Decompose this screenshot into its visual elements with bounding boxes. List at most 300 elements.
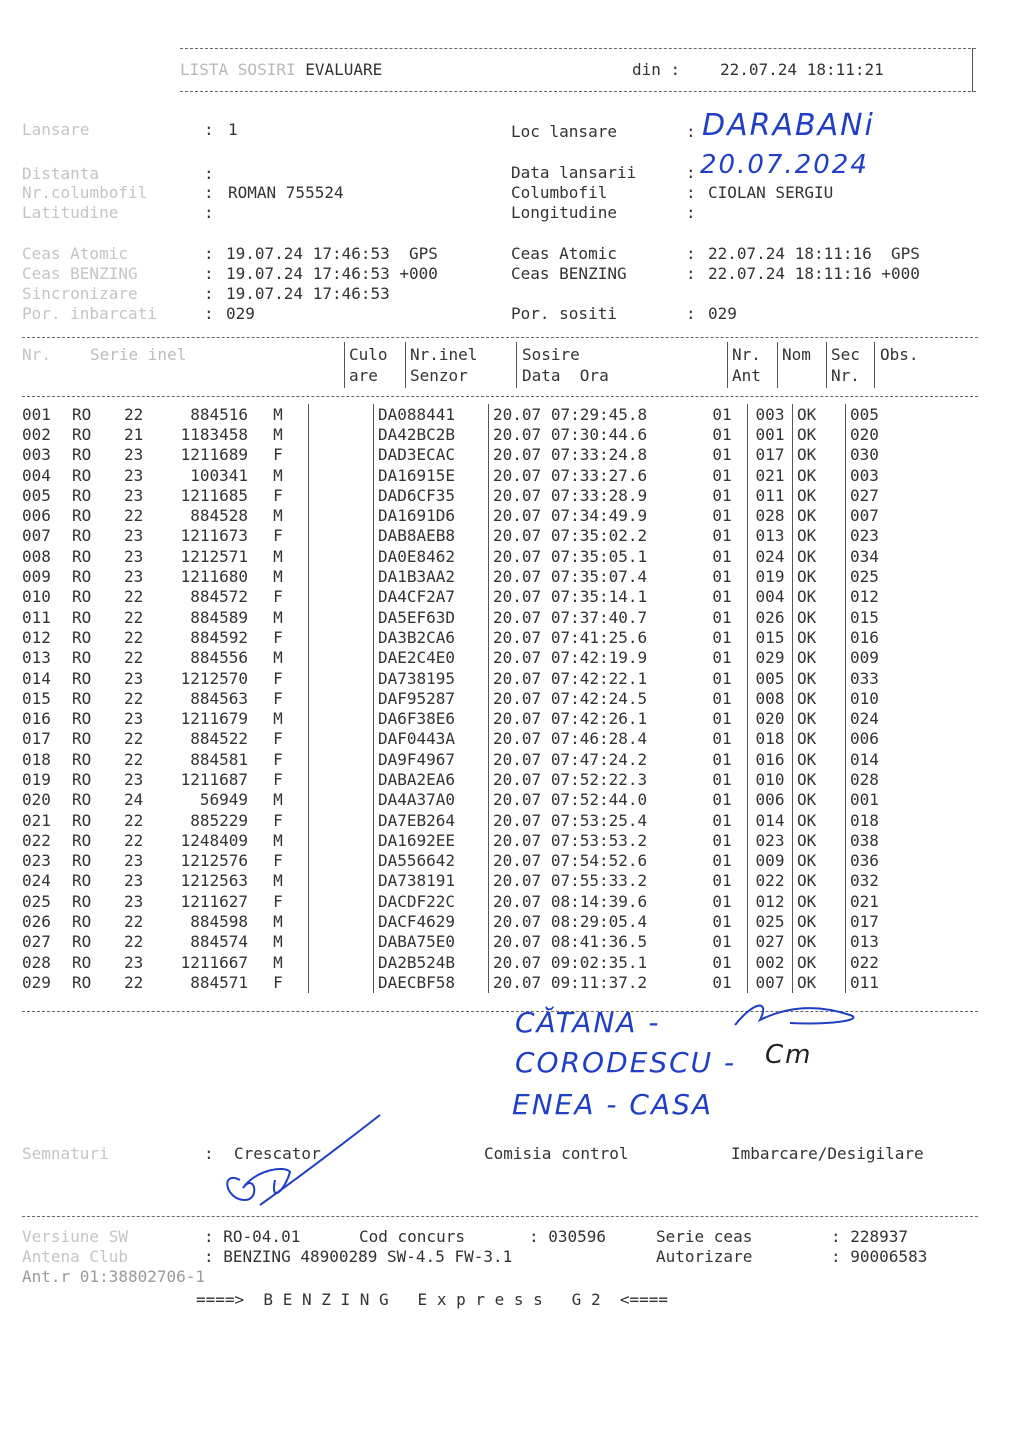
row-ring: 1211680 xyxy=(180,567,248,587)
row-sex: M xyxy=(273,607,283,627)
row-ring: 1211689 xyxy=(180,445,248,465)
row-year: 23 xyxy=(124,567,144,587)
row-color xyxy=(309,546,374,566)
row-sensor: DACF4629 xyxy=(374,911,489,931)
table-row xyxy=(22,587,930,607)
row-arrival-date: 20.07 xyxy=(493,668,542,688)
row-arrival xyxy=(489,546,698,566)
clock-right-atomic-value: 22.07.24 18:11:16 GPS xyxy=(708,244,920,263)
row-arrival-date: 20.07 xyxy=(493,851,542,871)
row-antenna: 01 xyxy=(712,891,732,911)
row-color xyxy=(309,465,374,485)
row-country: RO xyxy=(72,627,92,647)
row-sensor: DAD3ECAC xyxy=(374,445,489,465)
row-nom: 013 xyxy=(748,526,793,546)
row-obs: 005 xyxy=(846,404,931,424)
row-arrival-date: 20.07 xyxy=(493,749,542,769)
clock-right-atomic-label: Ceas Atomic xyxy=(511,244,617,263)
row-color xyxy=(309,526,374,546)
table-row xyxy=(22,790,930,810)
row-country: RO xyxy=(72,912,92,932)
row-antenna: 01 xyxy=(712,546,732,566)
row-arrival-date: 20.07 xyxy=(493,769,542,789)
row-nom: 008 xyxy=(748,688,793,708)
row-arrival-date: 20.07 xyxy=(493,891,542,911)
row-year: 22 xyxy=(124,749,144,769)
row-country: RO xyxy=(72,567,92,587)
clock-left-inbarcati-value: 029 xyxy=(226,304,255,323)
row-arrival-date: 20.07 xyxy=(493,932,542,952)
row-arrival-date: 20.07 xyxy=(493,567,542,587)
row-year: 22 xyxy=(124,912,144,932)
row-year: 23 xyxy=(124,769,144,789)
row-color xyxy=(309,810,374,830)
row-sensor: DA1692EE xyxy=(374,830,489,850)
row-year: 22 xyxy=(124,932,144,952)
row-arrival xyxy=(489,668,698,688)
row-nom: 004 xyxy=(748,587,793,607)
row-sensor: DA5EF63D xyxy=(374,607,489,627)
row-ring: 884522 xyxy=(190,729,248,749)
row-arrival xyxy=(489,952,698,972)
row-arrival-date: 20.07 xyxy=(493,912,542,932)
row-antenna: 01 xyxy=(712,871,732,891)
row-color xyxy=(309,972,374,992)
info-nrcolumbofil-sep: : xyxy=(204,183,214,202)
row-year: 23 xyxy=(124,709,144,729)
table-row xyxy=(22,830,930,850)
row-color xyxy=(309,668,374,688)
row-ring: 884563 xyxy=(190,688,248,708)
row-obs: 014 xyxy=(846,749,931,769)
row-country: RO xyxy=(72,546,92,566)
row-arrival xyxy=(489,769,698,789)
row-arrival xyxy=(489,566,698,586)
row-arrival-time: 07:30:44.6 xyxy=(550,424,648,444)
table-row xyxy=(22,566,930,586)
row-arrival-date: 20.07 xyxy=(493,830,542,850)
row-arrival xyxy=(489,911,698,931)
row-ring: 1212571 xyxy=(180,546,248,566)
info-nrcolumbofil-value: ROMAN 755524 xyxy=(228,183,344,202)
row-sensor: DA1B3AA2 xyxy=(374,566,489,586)
row-antenna: 01 xyxy=(712,709,732,729)
row-arrival xyxy=(489,485,698,505)
row-sex: F xyxy=(273,769,283,789)
row-arrival-time: 07:52:44.0 xyxy=(550,790,648,810)
row-obs: 036 xyxy=(846,851,931,871)
info-latitudine-label: Latitudine xyxy=(22,203,119,222)
row-sex: F xyxy=(273,729,283,749)
row-color xyxy=(309,404,374,424)
row-country: RO xyxy=(72,668,92,688)
row-sex: F xyxy=(273,485,283,505)
row-arrival-time: 07:34:49.9 xyxy=(550,506,648,526)
row-country: RO xyxy=(72,729,92,749)
row-antenna: 01 xyxy=(712,749,732,769)
row-ring: 884598 xyxy=(190,912,248,932)
row-year: 22 xyxy=(124,729,144,749)
row-number: 011 xyxy=(22,607,51,627)
row-antenna: 01 xyxy=(712,648,732,668)
row-number: 006 xyxy=(22,506,51,526)
row-sex: M xyxy=(273,709,283,729)
row-nom: 017 xyxy=(748,445,793,465)
row-year: 23 xyxy=(124,546,144,566)
row-number: 010 xyxy=(22,587,51,607)
row-arrival xyxy=(489,404,698,424)
row-year: 22 xyxy=(124,627,144,647)
row-nom: 002 xyxy=(748,952,793,972)
sign-comisia: Comisia control xyxy=(484,1144,629,1163)
row-arrival-time: 07:35:07.4 xyxy=(550,567,648,587)
row-country: RO xyxy=(72,709,92,729)
row-sensor: DA7EB264 xyxy=(374,810,489,830)
row-country: RO xyxy=(72,790,92,810)
row-number: 025 xyxy=(22,891,51,911)
row-arrival-date: 20.07 xyxy=(493,790,542,810)
info-columbofil-value: CIOLAN SERGIU xyxy=(708,183,834,202)
row-arrival-time: 07:33:27.6 xyxy=(550,465,648,485)
row-country: RO xyxy=(72,851,92,871)
row-antenna: 01 xyxy=(712,485,732,505)
row-arrival xyxy=(489,932,698,952)
row-color xyxy=(309,587,374,607)
sign-imbarcare: Imbarcare/Desigilare xyxy=(731,1144,924,1163)
row-sec: OK xyxy=(793,505,846,525)
row-color xyxy=(309,769,374,789)
row-sex: M xyxy=(273,790,283,810)
row-obs: 034 xyxy=(846,546,931,566)
row-year: 23 xyxy=(124,668,144,688)
row-obs: 001 xyxy=(846,790,931,810)
row-obs: 020 xyxy=(846,424,931,444)
row-country: RO xyxy=(72,932,92,952)
row-country: RO xyxy=(72,769,92,789)
report-din-label: din : xyxy=(632,60,681,79)
info-columbofil-sep: : xyxy=(686,183,696,202)
row-country: RO xyxy=(72,445,92,465)
row-sec: OK xyxy=(793,708,846,728)
row-obs: 024 xyxy=(846,708,931,728)
row-nom: 016 xyxy=(748,749,793,769)
th-nrinel: Nr.inel xyxy=(410,345,478,364)
footer-ant-line: Ant.r 01:38802706-1 xyxy=(22,1267,206,1286)
row-sec: OK xyxy=(793,445,846,465)
row-arrival-time: 07:35:02.2 xyxy=(550,526,648,546)
row-arrival-time: 07:55:33.2 xyxy=(550,871,648,891)
row-number: 022 xyxy=(22,830,51,850)
row-sensor: DACDF22C xyxy=(374,891,489,911)
row-year: 22 xyxy=(124,830,144,850)
handwritten-note-2: CORODESCU - xyxy=(515,1046,737,1079)
row-number: 023 xyxy=(22,851,51,871)
row-arrival-time: 07:53:25.4 xyxy=(550,810,648,830)
row-antenna: 01 xyxy=(712,912,732,932)
row-obs: 032 xyxy=(846,871,931,891)
row-sex: F xyxy=(273,627,283,647)
top-rule xyxy=(180,48,976,49)
table-row xyxy=(22,668,930,688)
row-antenna: 01 xyxy=(712,688,732,708)
row-ring: 884571 xyxy=(190,972,248,992)
row-arrival xyxy=(489,891,698,911)
row-arrival-time: 07:42:24.5 xyxy=(550,688,648,708)
sign-sep: : xyxy=(204,1144,214,1163)
table-row xyxy=(22,952,930,972)
row-sensor: DAB8AEB8 xyxy=(374,526,489,546)
info-columbofil-label: Columbofil xyxy=(511,183,608,202)
row-number: 020 xyxy=(22,790,51,810)
th-culo: Culo xyxy=(349,345,388,364)
row-nom: 029 xyxy=(748,648,793,668)
row-arrival-date: 20.07 xyxy=(493,810,542,830)
footer-autoriz-value: : 90006583 xyxy=(831,1247,928,1266)
row-arrival-time: 07:29:45.8 xyxy=(550,404,648,424)
row-sec: OK xyxy=(793,627,846,647)
row-sensor: DA738195 xyxy=(374,668,489,688)
row-obs: 017 xyxy=(846,911,931,931)
row-sex: F xyxy=(273,668,283,688)
th-nom: Nom xyxy=(782,345,811,364)
clock-left-sync-value: 19.07.24 17:46:53 xyxy=(226,284,390,303)
row-sensor: DA9F4967 xyxy=(374,749,489,769)
row-sensor: DA738191 xyxy=(374,871,489,891)
row-ring: 884516 xyxy=(190,404,248,424)
table-row xyxy=(22,485,930,505)
row-country: RO xyxy=(72,688,92,708)
row-nom: 028 xyxy=(748,505,793,525)
th-sep-sosire xyxy=(516,342,517,388)
row-arrival xyxy=(489,424,698,444)
row-arrival xyxy=(489,465,698,485)
row-arrival-time: 08:14:39.6 xyxy=(550,891,648,911)
row-obs: 012 xyxy=(846,587,931,607)
row-sex: F xyxy=(273,587,283,607)
row-sensor: DAD6CF35 xyxy=(374,485,489,505)
row-number: 001 xyxy=(22,404,51,424)
row-sensor: DA6F38E6 xyxy=(374,708,489,728)
row-nom: 023 xyxy=(748,830,793,850)
row-sex: M xyxy=(273,465,283,485)
row-arrival-date: 20.07 xyxy=(493,607,542,627)
row-sec: OK xyxy=(793,749,846,769)
table-row xyxy=(22,729,930,749)
row-nom: 022 xyxy=(748,871,793,891)
row-color xyxy=(309,749,374,769)
row-nom: 009 xyxy=(748,851,793,871)
info-distanta-label: Distanta xyxy=(22,164,100,183)
row-antenna: 01 xyxy=(712,567,732,587)
row-arrival xyxy=(489,587,698,607)
row-arrival xyxy=(489,708,698,728)
row-arrival-date: 20.07 xyxy=(493,587,542,607)
row-arrival-time: 07:41:25.6 xyxy=(550,627,648,647)
row-antenna: 01 xyxy=(712,627,732,647)
row-arrival-time: 07:42:22.1 xyxy=(550,668,648,688)
table-row xyxy=(22,404,930,424)
row-antenna: 01 xyxy=(712,424,732,444)
row-sex: M xyxy=(273,830,283,850)
row-sensor: DABA75E0 xyxy=(374,932,489,952)
row-ring: 1211673 xyxy=(180,526,248,546)
row-country: RO xyxy=(72,830,92,850)
row-sec: OK xyxy=(793,648,846,668)
handwritten-loc-lansare: DARABANi xyxy=(702,108,875,143)
row-nom: 025 xyxy=(748,911,793,931)
row-arrival-time: 07:35:14.1 xyxy=(550,587,648,607)
row-sec: OK xyxy=(793,546,846,566)
row-year: 23 xyxy=(124,871,144,891)
row-sex: M xyxy=(273,424,283,444)
clock-right-benzing-value: 22.07.24 18:11:16 +000 xyxy=(708,264,920,283)
row-color xyxy=(309,445,374,465)
row-number: 018 xyxy=(22,749,51,769)
row-color xyxy=(309,932,374,952)
th-serie: Serie inel xyxy=(90,345,187,364)
table-row xyxy=(22,871,930,891)
row-antenna: 01 xyxy=(712,445,732,465)
row-ring: 884589 xyxy=(190,607,248,627)
footer-serie-label: Serie ceas xyxy=(656,1227,753,1246)
row-sec: OK xyxy=(793,729,846,749)
row-sec: OK xyxy=(793,891,846,911)
row-obs: 007 xyxy=(846,505,931,525)
row-arrival xyxy=(489,526,698,546)
row-ring: 1211667 xyxy=(180,952,248,972)
row-arrival-date: 20.07 xyxy=(493,485,542,505)
sign-crescator: Crescator xyxy=(234,1144,321,1163)
clock-left-inbarcati-label: Por. inbarcati xyxy=(22,304,157,323)
row-arrival xyxy=(489,749,698,769)
row-color xyxy=(309,790,374,810)
row-arrival xyxy=(489,688,698,708)
row-nom: 026 xyxy=(748,607,793,627)
row-sensor: DA088441 xyxy=(374,404,489,424)
report-title: LISTA SOSIRI EVALUARE xyxy=(180,60,383,79)
th-sep-sec xyxy=(826,342,827,388)
row-arrival-time: 07:47:24.2 xyxy=(550,749,648,769)
table-row xyxy=(22,445,930,465)
row-obs: 022 xyxy=(846,952,931,972)
row-arrival xyxy=(489,445,698,465)
row-number: 021 xyxy=(22,810,51,830)
row-year: 23 xyxy=(124,851,144,871)
results-table-body xyxy=(22,404,930,993)
row-arrival-date: 20.07 xyxy=(493,709,542,729)
row-year: 22 xyxy=(124,972,144,992)
row-color xyxy=(309,708,374,728)
row-sex: F xyxy=(273,688,283,708)
row-number: 028 xyxy=(22,952,51,972)
row-year: 22 xyxy=(124,688,144,708)
row-nom: 015 xyxy=(748,627,793,647)
row-obs: 033 xyxy=(846,668,931,688)
row-antenna: 01 xyxy=(712,932,732,952)
row-ring: 884528 xyxy=(190,506,248,526)
row-arrival-time: 09:11:37.2 xyxy=(550,972,648,992)
footer-antena-value: : BENZING 48900289 SW-4.5 FW-3.1 xyxy=(204,1247,513,1266)
row-arrival-time: 07:33:24.8 xyxy=(550,445,648,465)
row-nom: 027 xyxy=(748,932,793,952)
row-sec: OK xyxy=(793,769,846,789)
row-year: 22 xyxy=(124,404,144,424)
row-country: RO xyxy=(72,648,92,668)
th-nr: Nr. xyxy=(22,345,51,364)
row-sec: OK xyxy=(793,404,846,424)
row-number: 017 xyxy=(22,729,51,749)
row-color xyxy=(309,851,374,871)
row-sensor: DA556642 xyxy=(374,851,489,871)
row-antenna: 01 xyxy=(712,972,732,992)
info-lansare-value: 1 xyxy=(228,120,238,139)
row-arrival xyxy=(489,871,698,891)
row-antenna: 01 xyxy=(712,668,732,688)
table-row xyxy=(22,627,930,647)
row-antenna: 01 xyxy=(712,404,732,424)
clock-right-atomic-sep: : xyxy=(686,244,696,263)
th-sep-culo xyxy=(344,342,345,388)
row-arrival-time: 07:37:40.7 xyxy=(550,607,648,627)
row-sec: OK xyxy=(793,851,846,871)
row-sex: F xyxy=(273,972,283,992)
row-sec: OK xyxy=(793,485,846,505)
row-nom: 011 xyxy=(748,485,793,505)
row-year: 22 xyxy=(124,810,144,830)
row-year: 22 xyxy=(124,648,144,668)
row-number: 012 xyxy=(22,627,51,647)
row-color xyxy=(309,952,374,972)
row-arrival-date: 20.07 xyxy=(493,972,542,992)
row-ring: 885229 xyxy=(190,810,248,830)
row-color xyxy=(309,505,374,525)
table-row xyxy=(22,891,930,911)
row-arrival-date: 20.07 xyxy=(493,729,542,749)
footer-antena-label: Antena Club xyxy=(22,1247,128,1266)
row-nom: 019 xyxy=(748,566,793,586)
row-country: RO xyxy=(72,871,92,891)
row-obs: 023 xyxy=(846,526,931,546)
clock-left-benzing-sep: : xyxy=(204,264,214,283)
row-ring: 884592 xyxy=(190,627,248,647)
row-country: RO xyxy=(72,972,92,992)
row-sensor: DA42BC2B xyxy=(374,424,489,444)
th-nrant: Nr. xyxy=(732,345,761,364)
th-obs: Obs. xyxy=(880,345,919,364)
footer-brand: ====> B E N Z I N G E x p r e s s G 2 <==== xyxy=(196,1290,669,1309)
row-sec: OK xyxy=(793,566,846,586)
row-country: RO xyxy=(72,465,92,485)
row-antenna: 01 xyxy=(712,952,732,972)
row-obs: 038 xyxy=(846,830,931,850)
row-antenna: 01 xyxy=(712,729,732,749)
row-arrival-time: 07:53:53.2 xyxy=(550,830,648,850)
row-sec: OK xyxy=(793,871,846,891)
row-country: RO xyxy=(72,506,92,526)
row-antenna: 01 xyxy=(712,810,732,830)
table-row xyxy=(22,465,930,485)
row-sensor: DA1691D6 xyxy=(374,505,489,525)
row-nom: 021 xyxy=(748,465,793,485)
row-arrival-time: 08:29:05.4 xyxy=(550,912,648,932)
th-sosire-2: Data Ora xyxy=(522,366,609,385)
table-row xyxy=(22,607,930,627)
row-sex: M xyxy=(273,648,283,668)
row-arrival-time: 07:42:19.9 xyxy=(550,648,648,668)
row-sensor: DABA2EA6 xyxy=(374,769,489,789)
clock-left-benzing-label: Ceas BENZING xyxy=(22,264,138,283)
table-row xyxy=(22,688,930,708)
